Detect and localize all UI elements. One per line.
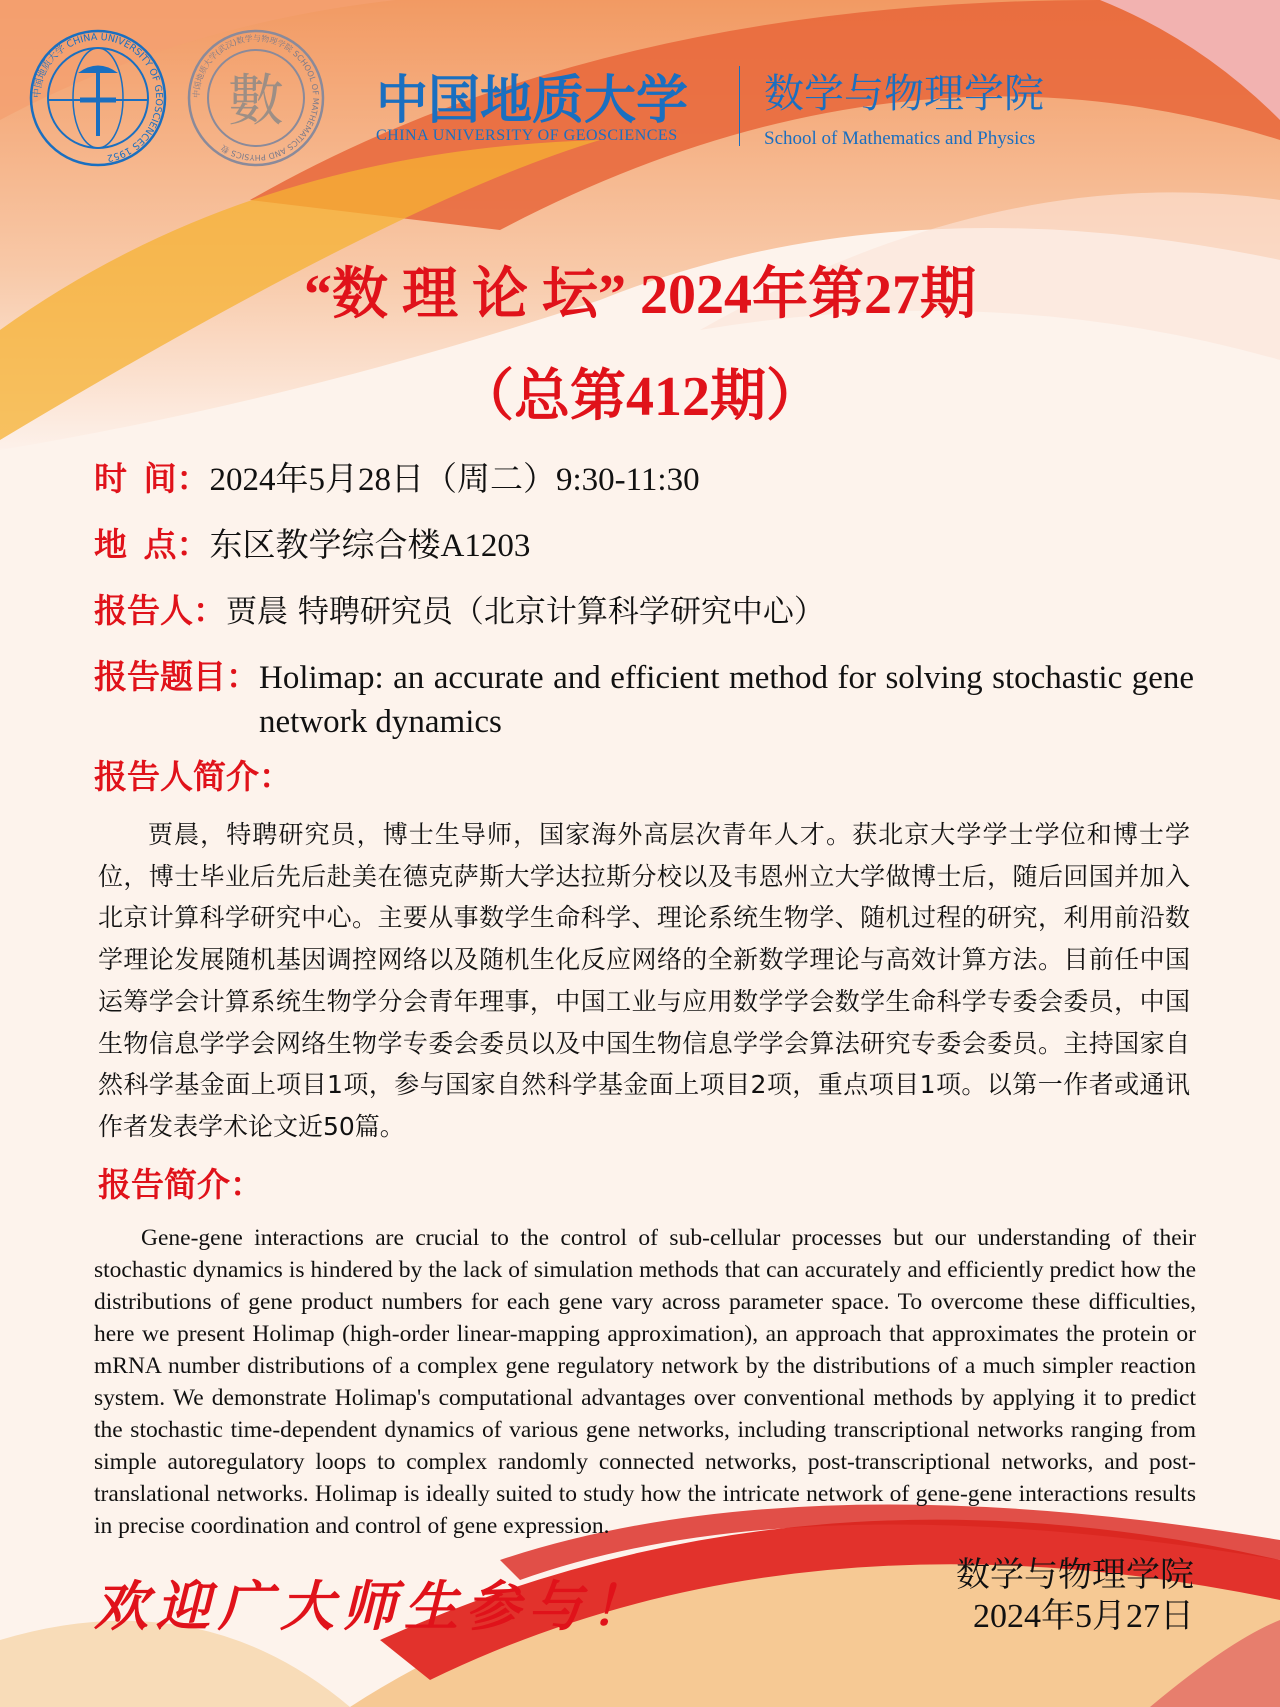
abstract-text: Gene-gene interactions are crucial to the control of sub-cellular processes but our understanding of their stochastic dynamics is hindered by the lack of simulation methods that can accurately and efficiently predict how the distributions of gene product numbers for each gene vary across parameter space. To overcome these difficulties, here we present Holimap (high-order linear-mapping approximation), an approach that approximates the protein or mRNA number distributions of a complex gene regulatory network by the distributions of a much simpler reaction system. We demonstrate Holimap's computational advantages over conventional methods by applying it to predict the stochastic time-dependent dynamics of various gene networks, including transcriptional networks ranging from simple autoregulatory loops to complex randomly connected networks, post-transcriptional networks, and post-translational networks. Holimap is ideally suited to study how the intricate network of gene-gene interactions results in precise coordination and control of gene expression. (94, 1224, 1196, 1539)
organizer: 数学与物理学院 (956, 1554, 1194, 1595)
bio-text: 贾晨，特聘研究员，博士生导师，国家海外高层次青年人才。获北京大学学士学位和博士学位，博士毕业后先后赴美在德克萨斯大学达拉斯分校以及韦恩州立大学做博士后，随后回国并加入北京计算科学研究中心。主要从事数学生命科学、理论系统生物学、随机过程的研究，利用前沿数学理论发展随机基因调控网络以及随机生化反应网络的全新数学理论与高效计算方法。目前任中国运筹学会计算系统生物学分会青年理事，中国工业与应用数学学会数学生命科学专委会委员，中国生物信息学学会网络生物学专委会委员以及中国生物信息学学会算法研究专委会委员。主持国家自然科学基金面上项目1项，参与国家自然科学基金面上项目2项，重点项目1项。以第一作者或通讯作者发表学术论文近50篇。 (98, 820, 1190, 1141)
location-value: 东区教学综合楼A1203 (209, 528, 531, 564)
content-column (94, 458, 1194, 1638)
school-seal-logo (186, 28, 326, 168)
logo1-ring-text: 中国地质大学 CHINA UNIVERSITY OF GEOSCIENCES 1952 (31, 31, 165, 164)
speaker-value: 贾晨 特聘研究员（北京计算科学研究中心） (226, 594, 825, 630)
footer (94, 1554, 1194, 1638)
location-label: 地 点： (94, 528, 210, 564)
welcome-slogan: 欢迎广大师生参与！ (94, 1573, 652, 1638)
university-seal-logo (28, 28, 168, 168)
logo2-ring-text: 中国地质大学(武汉)数学与物理学院 SCHOOL OF MATHEMATICS AND PHYSICS 数 (191, 33, 321, 163)
header-divider (739, 66, 740, 146)
info-location (94, 524, 1194, 568)
bio-heading: 报告人简介： (94, 760, 292, 796)
svg-text:數: 數 (228, 69, 284, 134)
forum-title: “数 理 论 坛” 2024年第27期 (304, 264, 976, 326)
speaker-label: 报告人： (94, 594, 226, 630)
forum-issue-total: （总第412期） (458, 366, 822, 428)
abstract-heading: 报告简介： (98, 1167, 263, 1204)
info-time (94, 458, 1194, 502)
notice-date: 2024年5月27日 (973, 1597, 1194, 1635)
topic-label: 报告题目： (94, 660, 259, 696)
topic-value: Holimap: an accurate and efficient method for solving stochastic gene network dynamics (259, 660, 1194, 740)
time-value: 2024年5月28日（周二）9:30-11:30 (209, 462, 700, 498)
time-label: 时 间： (94, 462, 210, 498)
info-speaker (94, 590, 1194, 634)
university-name-cn: 中国地质大学 (376, 70, 689, 131)
school-name-en: School of Mathematics and Physics (764, 128, 1036, 149)
footer-signature (956, 1554, 1194, 1638)
info-topic (94, 656, 1194, 744)
university-name-en: CHINA UNIVERSITY OF GEOSCIENCES (376, 127, 678, 144)
school-name-cn: 数学与物理学院 (764, 71, 1044, 117)
